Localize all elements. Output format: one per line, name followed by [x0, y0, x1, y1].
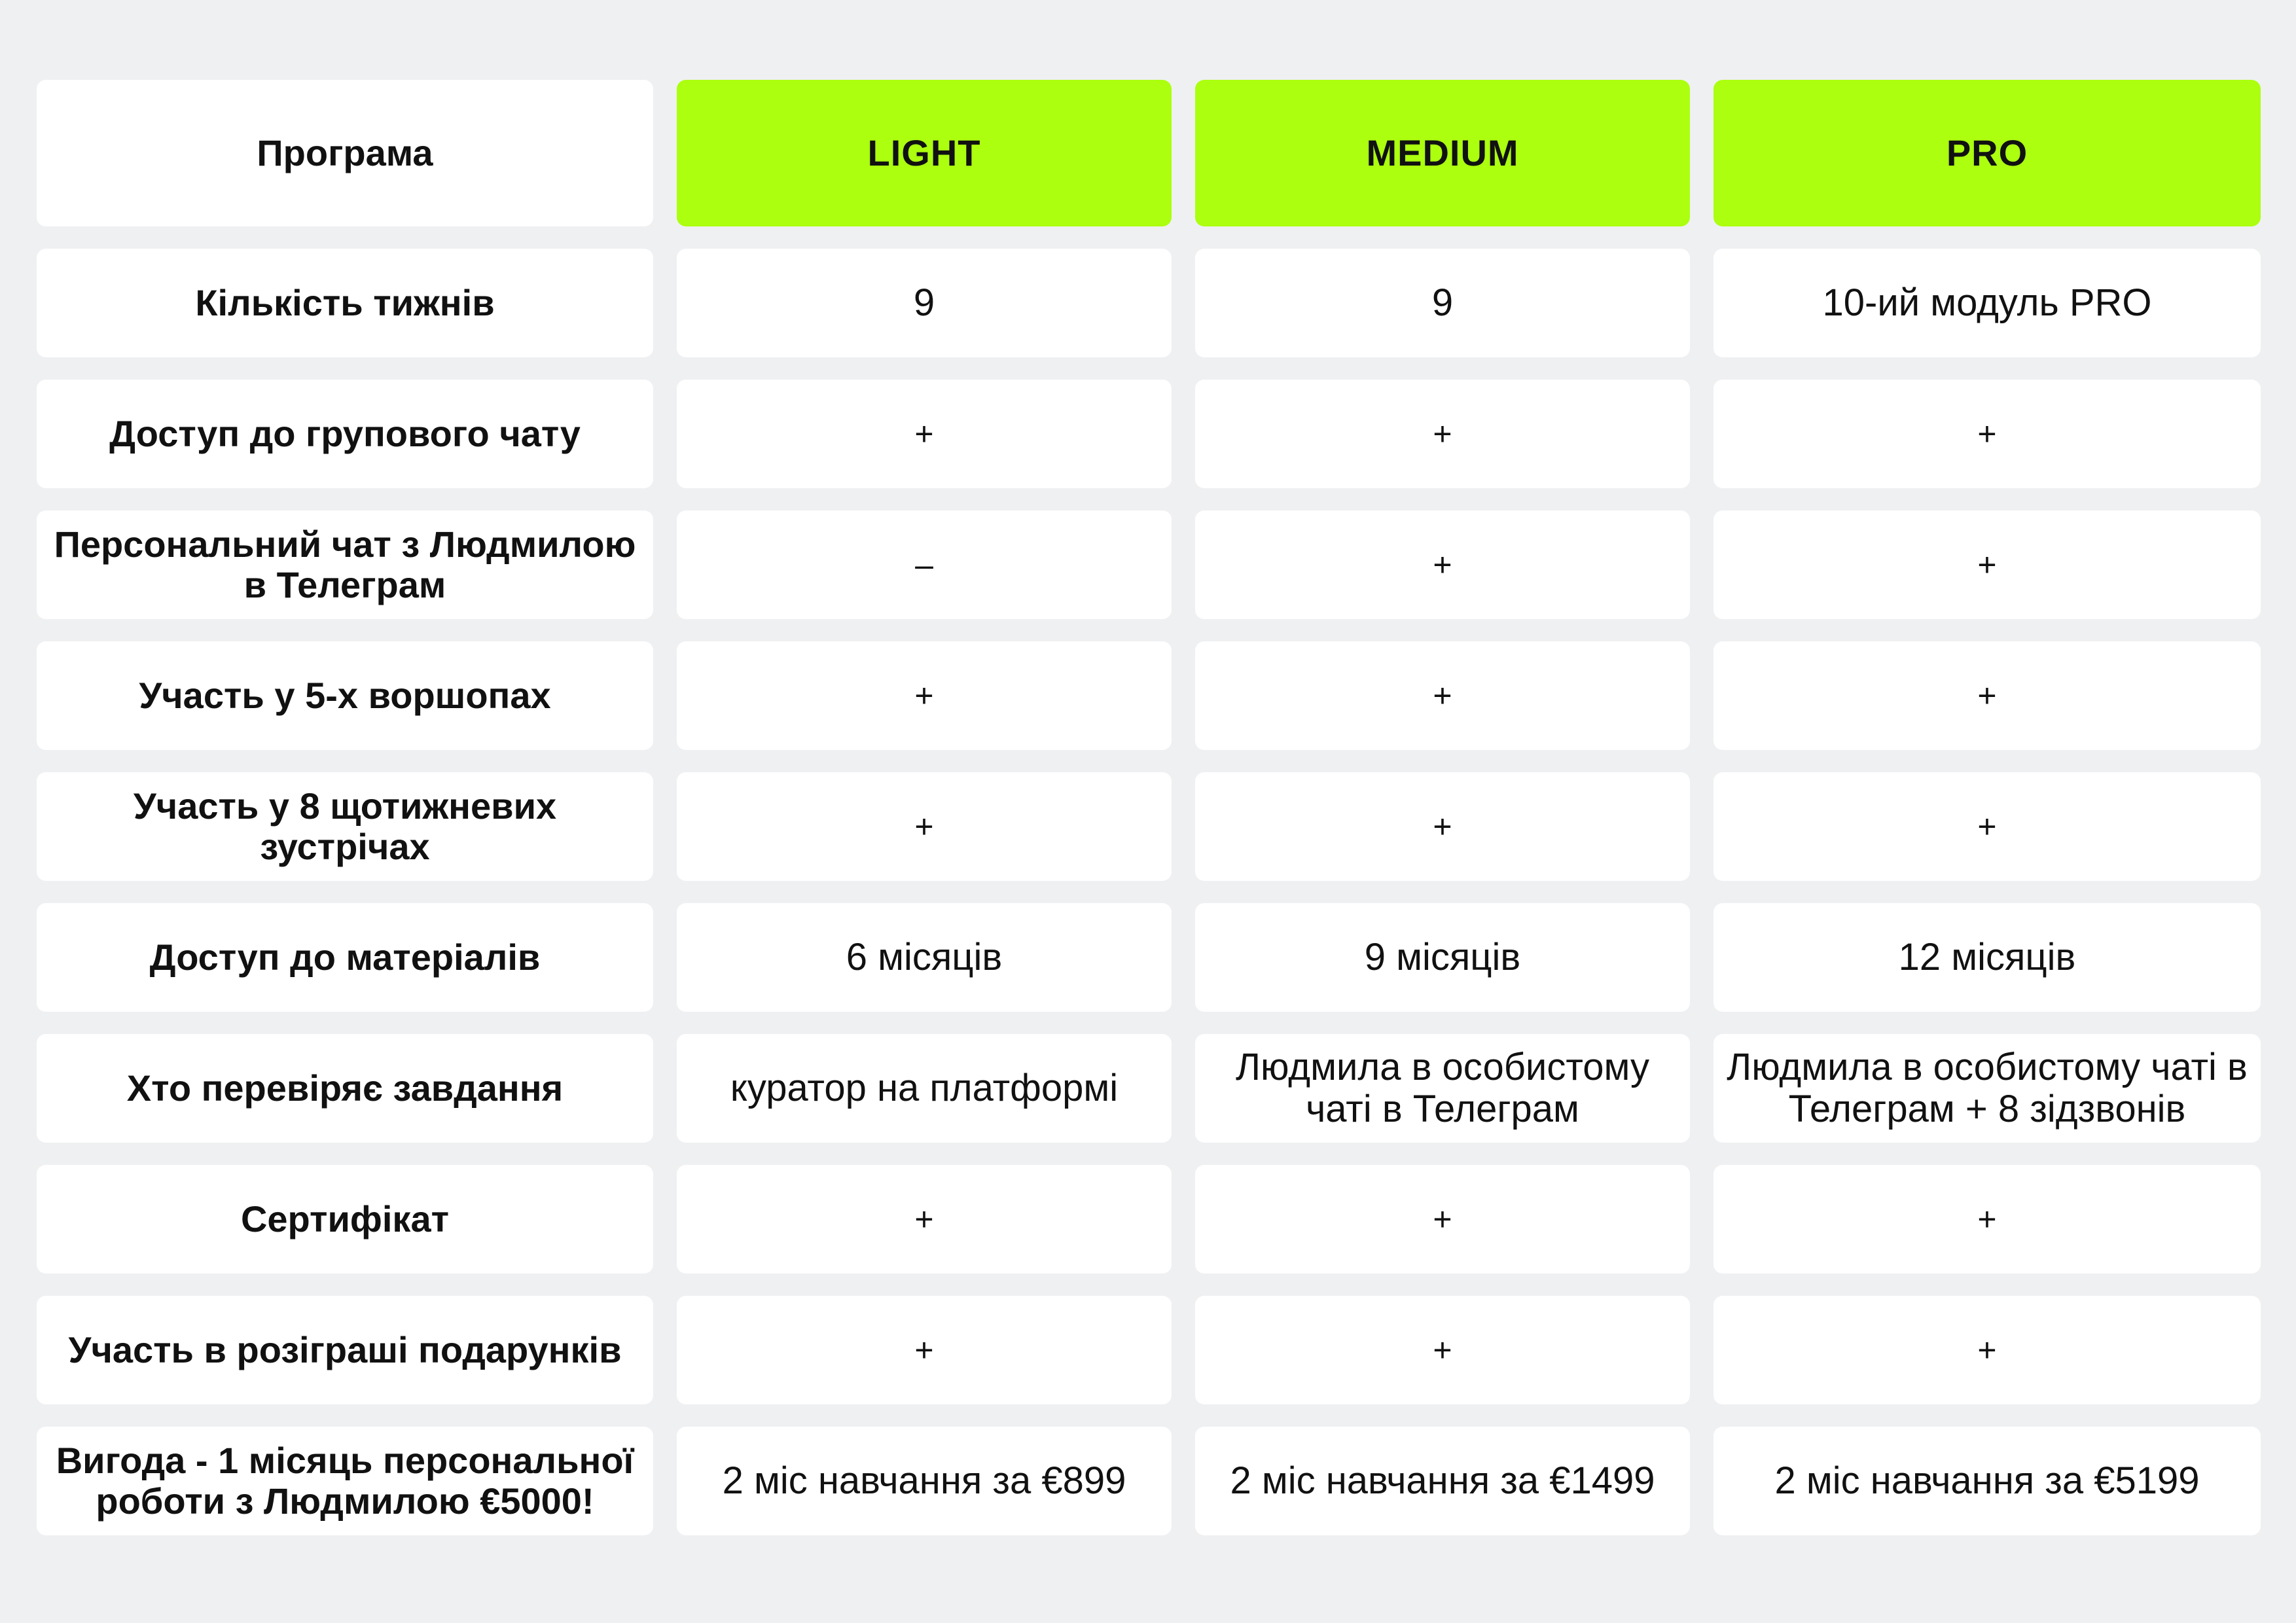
cell-medium-personal-chat: + [1195, 510, 1690, 619]
cell-light-certificate: + [677, 1165, 1172, 1274]
cell-light-task-review: куратор на платформі [677, 1034, 1172, 1143]
cell-pro-group-chat: + [1713, 380, 2261, 488]
row-label-certificate: Сертифікат [37, 1165, 653, 1274]
cell-light-materials-access: 6 місяців [677, 903, 1172, 1012]
cell-pro-certificate: + [1713, 1165, 2261, 1274]
row-label-benefit: Вигода - 1 місяць персональної роботи з Людмилою €5000! [37, 1427, 653, 1535]
plan-header-light: LIGHT [677, 80, 1172, 226]
plan-header-medium: MEDIUM [1195, 80, 1690, 226]
cell-medium-group-chat: + [1195, 380, 1690, 488]
plan-header-pro: PRO [1713, 80, 2261, 226]
cell-pro-weeks: 10-ий модуль PRO [1713, 249, 2261, 357]
cell-medium-task-review: Людмила в особистому чаті в Телеграм [1195, 1034, 1690, 1143]
row-label-materials-access: Доступ до матеріалів [37, 903, 653, 1012]
cell-medium-weeks: 9 [1195, 249, 1690, 357]
cell-pro-personal-chat: + [1713, 510, 2261, 619]
program-header: Програма [37, 80, 653, 226]
cell-medium-weekly-meetings: + [1195, 772, 1690, 881]
cell-pro-task-review: Людмила в особистому чаті в Телеграм + 8 зідзвонів [1713, 1034, 2261, 1143]
row-label-task-review: Хто перевіряє завдання [37, 1034, 653, 1143]
row-label-giveaway: Участь в розіграші подарунків [37, 1296, 653, 1404]
cell-medium-materials-access: 9 місяців [1195, 903, 1690, 1012]
cell-pro-materials-access: 12 місяців [1713, 903, 2261, 1012]
row-label-group-chat: Доступ до групового чату [37, 380, 653, 488]
cell-light-weeks: 9 [677, 249, 1172, 357]
cell-pro-workshops: + [1713, 641, 2261, 750]
cell-medium-certificate: + [1195, 1165, 1690, 1274]
cell-light-price: 2 міс навчання за €899 [677, 1427, 1172, 1535]
cell-light-workshops: + [677, 641, 1172, 750]
cell-light-personal-chat: – [677, 510, 1172, 619]
cell-medium-price: 2 міс навчання за €1499 [1195, 1427, 1690, 1535]
cell-light-group-chat: + [677, 380, 1172, 488]
cell-medium-giveaway: + [1195, 1296, 1690, 1404]
cell-light-giveaway: + [677, 1296, 1172, 1404]
row-label-personal-chat: Персональний чат з Людмилою в Телеграм [37, 510, 653, 619]
row-label-weeks: Кількість тижнів [37, 249, 653, 357]
cell-pro-giveaway: + [1713, 1296, 2261, 1404]
cell-light-weekly-meetings: + [677, 772, 1172, 881]
cell-pro-price: 2 міс навчання за €5199 [1713, 1427, 2261, 1535]
cell-medium-workshops: + [1195, 641, 1690, 750]
comparison-table [37, 80, 2261, 1535]
row-label-workshops: Участь у 5-х воршопах [37, 641, 653, 750]
row-label-weekly-meetings: Участь у 8 щотижневих зустрічах [37, 772, 653, 881]
cell-pro-weekly-meetings: + [1713, 772, 2261, 881]
